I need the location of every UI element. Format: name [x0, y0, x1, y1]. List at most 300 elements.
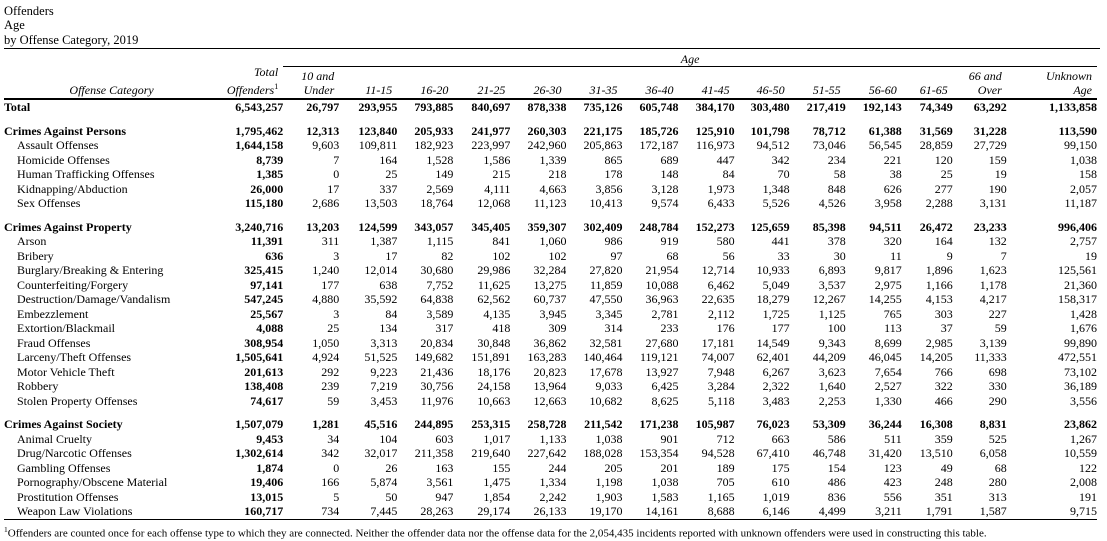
footnote-text: Offenders are counted once for each offense type to which they are connected. Neither the offender data nor the offense data for the 2,054,435 incidents reported with unknown offenders were used in constructing this table. [7, 527, 987, 540]
value-cell: 14,255 [868, 292, 902, 307]
value-cell: 149 [435, 167, 454, 182]
value-cell: 56,545 [868, 138, 902, 153]
value-cell: 3,958 [874, 196, 902, 211]
value-cell: 85,398 [812, 219, 846, 234]
value-cell: 17 [385, 248, 398, 263]
table-row [4, 394, 1097, 409]
value-cell: 7 [333, 152, 340, 167]
value-cell: 9,817 [874, 263, 902, 278]
value-cell: 10,663 [477, 393, 511, 408]
value-cell: 378 [827, 234, 846, 249]
column-header-age-41-45: 41-45 [679, 66, 735, 99]
value-cell: 6,267 [762, 364, 790, 379]
footnote-marker: 1 [4, 524, 8, 534]
value-cell: 13,503 [364, 196, 398, 211]
column-header-age-51-55: 51-55 [790, 66, 846, 99]
value-cell: 314 [604, 321, 623, 336]
value-cell: 1,038 [595, 431, 623, 446]
value-cell: 1,475 [483, 475, 511, 490]
value-cell: 3,537 [818, 277, 846, 292]
value-cell: 2,985 [925, 335, 953, 350]
value-cell: 37 [940, 321, 953, 336]
value-cell: 100 [827, 321, 846, 336]
value-cell: 29,986 [477, 263, 511, 278]
value-cell: 11,625 [477, 277, 511, 292]
value-cell: 337 [379, 181, 398, 196]
value-cell: 1,348 [762, 181, 790, 196]
value-cell: 20,823 [533, 364, 567, 379]
value-cell: 3,131 [979, 196, 1007, 211]
value-cell: 158,317 [1058, 292, 1097, 307]
value-cell: 78,712 [812, 123, 846, 138]
row-label: Crimes Against Property [4, 219, 132, 234]
value-cell: 5,874 [370, 475, 398, 490]
value-cell: 219,640 [471, 446, 511, 461]
value-cell: 1,339 [539, 152, 567, 167]
value-cell: 58 [833, 167, 846, 182]
value-cell: 1,125 [818, 306, 846, 321]
value-cell: 1,240 [312, 263, 340, 278]
value-cell: 2,242 [539, 489, 567, 504]
value-cell: 359,307 [527, 219, 567, 234]
section-spacer-row [4, 408, 1097, 417]
value-cell: 1,166 [925, 277, 953, 292]
value-cell: 22,635 [701, 292, 735, 307]
value-cell: 25,567 [250, 306, 284, 321]
value-cell: 10,933 [756, 263, 790, 278]
value-cell: 1,017 [483, 431, 511, 446]
value-cell: 242,960 [527, 138, 567, 153]
value-cell: 62,401 [756, 350, 790, 365]
value-cell: 384,170 [695, 100, 735, 115]
value-cell: 3,345 [595, 306, 623, 321]
value-cell: 73,102 [1064, 364, 1097, 379]
value-cell: 5,049 [762, 277, 790, 292]
value-cell: 97,141 [250, 277, 284, 292]
row-label: Stolen Property Offenses [17, 393, 138, 408]
value-cell: 7,445 [339, 504, 397, 519]
table-row [4, 461, 1097, 476]
value-cell: 159 [988, 152, 1007, 167]
row-label: Human Trafficking Offenses [17, 167, 155, 182]
value-cell: 342 [771, 152, 790, 167]
value-cell: 190 [988, 181, 1007, 196]
value-cell: 1,038 [651, 475, 679, 490]
row-label: Extortion/Blackmail [17, 321, 115, 336]
value-cell: 2,569 [426, 181, 454, 196]
value-cell: 30,756 [420, 379, 454, 394]
value-cell: 6,433 [707, 196, 735, 211]
value-cell: 13,927 [645, 364, 679, 379]
value-cell: 21,360 [1064, 277, 1097, 292]
value-cell: 99,150 [1064, 138, 1097, 153]
value-cell: 547,245 [244, 292, 284, 307]
value-cell: 115,180 [244, 196, 284, 211]
value-cell: 280 [988, 475, 1007, 490]
value-cell: 766 [934, 364, 953, 379]
value-cell: 9,453 [256, 431, 284, 446]
value-cell: 12,068 [477, 196, 511, 211]
value-cell: 302,409 [583, 219, 623, 234]
value-cell: 205 [604, 460, 623, 475]
value-cell: 61,388 [868, 123, 902, 138]
value-cell: 9,603 [312, 138, 340, 153]
value-cell: 6,462 [707, 277, 735, 292]
value-cell: 1,281 [312, 417, 340, 432]
row-label: Robbery [17, 379, 59, 394]
row-label: Assault Offenses [17, 138, 99, 153]
value-cell: 31,569 [919, 123, 953, 138]
value-cell: 1,795,462 [235, 123, 284, 138]
value-cell: 49 [940, 460, 953, 475]
value-cell: 164 [379, 152, 398, 167]
value-cell: 511 [884, 431, 902, 446]
value-cell: 29,174 [453, 504, 510, 519]
table-row [4, 153, 1097, 168]
value-cell: 13,203 [306, 219, 340, 234]
row-label: Crimes Against Persons [4, 123, 126, 138]
value-cell: 1,640 [818, 379, 846, 394]
value-cell: 140,464 [583, 350, 623, 365]
value-cell: 260,303 [527, 123, 567, 138]
value-cell: 36,963 [645, 292, 679, 307]
value-cell: 3,945 [539, 306, 567, 321]
value-cell: 18,764 [420, 196, 454, 211]
value-cell: 33 [777, 248, 790, 263]
value-cell: 62,562 [477, 292, 511, 307]
value-cell: 2,527 [874, 379, 902, 394]
value-cell: 1,330 [874, 393, 902, 408]
value-cell: 586 [827, 431, 846, 446]
value-cell: 901 [660, 431, 679, 446]
value-cell: 466 [934, 393, 953, 408]
value-cell: 31,228 [973, 123, 1007, 138]
value-cell: 525 [988, 431, 1007, 446]
value-cell: 1,725 [762, 306, 790, 321]
value-cell: 308,954 [244, 335, 284, 350]
value-cell: 152,273 [695, 219, 735, 234]
value-cell: 1,507,079 [235, 417, 284, 432]
value-cell: 12,267 [812, 292, 846, 307]
value-cell: 123,840 [358, 123, 398, 138]
table-row [4, 263, 1097, 278]
value-cell: 8,699 [874, 335, 902, 350]
title-line-grouping: by Offense Category, 2019 [4, 32, 139, 47]
value-cell: 215 [492, 167, 511, 182]
value-cell: 1,623 [979, 263, 1007, 278]
value-cell: 19 [994, 167, 1007, 182]
value-cell: 119,121 [639, 350, 679, 365]
value-cell: 59 [327, 393, 340, 408]
value-cell: 158 [1079, 167, 1097, 182]
value-cell: 359 [934, 431, 953, 446]
column-header-offense-category: Offense Category [4, 66, 219, 99]
value-cell: 134 [379, 321, 398, 336]
value-cell: 227 [988, 306, 1007, 321]
value-cell: 233 [660, 321, 679, 336]
value-cell: 423 [883, 475, 902, 490]
value-cell: 221,175 [583, 123, 623, 138]
column-header-age-61-65: 61-65 [902, 66, 953, 99]
value-cell: 303,480 [750, 100, 790, 115]
value-cell: 248 [934, 475, 953, 490]
table-footnote [4, 520, 1100, 541]
value-cell: 221 [883, 152, 902, 167]
value-cell: 11,859 [589, 277, 623, 292]
value-cell: 1,676 [1070, 321, 1097, 336]
value-cell: 309 [548, 321, 567, 336]
value-cell: 1,874 [256, 460, 284, 475]
table-row [4, 504, 1097, 519]
value-cell: 70 [777, 167, 790, 182]
value-cell: 38 [889, 167, 902, 182]
value-cell: 1,896 [925, 263, 953, 278]
value-cell: 125,561 [1058, 263, 1097, 278]
value-cell: 1,385 [256, 167, 284, 182]
value-cell: 113 [884, 321, 902, 336]
value-cell: 32,581 [589, 335, 623, 350]
value-cell: 342 [321, 446, 340, 461]
value-cell: 6,893 [818, 263, 846, 278]
value-cell: 1,428 [1070, 306, 1097, 321]
value-cell: 2,781 [651, 306, 679, 321]
value-cell: 163,283 [527, 350, 567, 365]
value-cell: 27,680 [645, 335, 679, 350]
value-cell: 234 [827, 152, 846, 167]
value-cell: 68 [994, 460, 1007, 475]
title-line-dataset: Offenders [4, 4, 54, 18]
value-cell: 25 [940, 167, 953, 182]
row-label: Weapon Law Violations [4, 504, 219, 519]
value-cell: 472,551 [1058, 350, 1097, 365]
value-cell: 919 [660, 234, 679, 249]
value-cell: 3 [333, 248, 340, 263]
value-cell: 154 [827, 460, 846, 475]
value-cell: 343,057 [414, 219, 454, 234]
value-cell: 17,181 [701, 335, 735, 350]
value-cell: 3,313 [370, 335, 398, 350]
value-cell: 46,045 [868, 350, 902, 365]
value-cell: 35,592 [364, 292, 398, 307]
value-cell: 2,057 [1070, 181, 1097, 196]
section-spacer-row [4, 211, 1097, 220]
column-header-age-21-25: 21-25 [453, 66, 510, 99]
value-cell: 3,211 [846, 504, 902, 519]
value-cell: 74,617 [250, 393, 284, 408]
value-cell: 1,791 [902, 504, 953, 519]
table-row [4, 99, 1097, 115]
column-header-age-46-50: 46-50 [735, 66, 790, 99]
value-cell: 148 [660, 167, 679, 182]
table-row [4, 379, 1097, 394]
value-cell: 418 [492, 321, 511, 336]
value-cell: 2,757 [1070, 234, 1097, 249]
value-cell: 603 [435, 431, 454, 446]
value-cell: 636 [265, 248, 284, 263]
value-cell: 8,831 [979, 417, 1007, 432]
value-cell: 5,118 [708, 393, 735, 408]
age-spanner-row [4, 49, 1097, 67]
value-cell: 1,644,158 [235, 138, 284, 153]
value-cell: 1,133,858 [1049, 100, 1097, 115]
value-cell: 2,322 [762, 379, 790, 394]
value-cell: 59 [994, 321, 1007, 336]
value-cell: 27,820 [589, 263, 623, 278]
value-cell: 12,663 [533, 393, 567, 408]
value-cell: 13,510 [919, 446, 953, 461]
value-cell: 486 [827, 475, 846, 490]
value-cell: 177 [771, 321, 790, 336]
value-cell: 30 [833, 248, 846, 263]
table-row [4, 446, 1097, 461]
table-row [4, 124, 1097, 139]
value-cell: 94,511 [869, 219, 902, 234]
value-cell: 836 [827, 489, 846, 504]
value-cell: 21,954 [645, 263, 679, 278]
value-cell: 51,525 [364, 350, 398, 365]
value-cell: 28,859 [919, 138, 953, 153]
value-cell: 11,123 [533, 196, 567, 211]
row-label: Burglary/Breaking & Entering [17, 263, 164, 278]
value-cell: 122 [1079, 460, 1097, 475]
value-cell: 8,739 [256, 152, 284, 167]
value-cell: 30,680 [420, 263, 454, 278]
table-row [4, 417, 1097, 432]
row-label: Embezzlement [17, 306, 89, 321]
value-cell: 793,885 [414, 100, 454, 115]
value-cell: 689 [660, 152, 679, 167]
value-cell: 155 [492, 460, 511, 475]
value-cell: 698 [988, 364, 1007, 379]
column-header-age-56-60: 56-60 [846, 66, 902, 99]
value-cell: 132 [988, 234, 1007, 249]
value-cell: 610 [771, 475, 790, 490]
value-cell: 330 [988, 379, 1007, 394]
value-cell: 18,279 [756, 292, 790, 307]
value-cell: 311 [321, 234, 340, 249]
value-cell: 17,678 [589, 364, 623, 379]
row-label: Counterfeiting/Forgery [17, 277, 129, 292]
value-cell: 50 [385, 489, 398, 504]
value-cell: 13,964 [533, 379, 567, 394]
value-cell: 3,589 [426, 306, 454, 321]
value-cell: 4,924 [312, 350, 340, 365]
value-cell: 626 [883, 181, 902, 196]
value-cell: 638 [379, 277, 398, 292]
value-cell: 10,088 [645, 277, 679, 292]
value-cell: 248,784 [639, 219, 679, 234]
table-row [4, 475, 1097, 490]
value-cell: 1,387 [370, 234, 398, 249]
value-cell: 160,717 [219, 504, 283, 519]
value-cell: 10,413 [589, 196, 623, 211]
value-cell: 3,284 [707, 379, 735, 394]
value-cell: 1,019 [762, 489, 790, 504]
value-cell: 9,715 [1007, 504, 1097, 519]
value-cell: 2,288 [925, 196, 953, 211]
row-label: Destruction/Damage/Vandalism [17, 292, 171, 307]
value-cell: 6,146 [735, 504, 790, 519]
row-label: Fraud Offenses [17, 335, 91, 350]
value-cell: 31,420 [868, 446, 902, 461]
value-cell: 292 [321, 364, 340, 379]
value-cell: 223,997 [471, 138, 511, 153]
value-cell: 878,338 [527, 100, 567, 115]
value-cell: 13,015 [250, 489, 284, 504]
value-cell: 734 [283, 504, 339, 519]
value-cell: 9,033 [595, 379, 623, 394]
value-cell: 109,811 [358, 138, 398, 153]
row-label: Prostitution Offenses [17, 489, 119, 504]
value-cell: 211,358 [414, 446, 454, 461]
value-cell: 218 [548, 167, 567, 182]
value-cell: 735,126 [583, 100, 623, 115]
value-cell: 605,748 [639, 100, 679, 115]
row-label: Arson [17, 234, 47, 249]
value-cell: 64,838 [420, 292, 454, 307]
column-header-age-10-and-under: 10 and Under [283, 66, 339, 99]
value-cell: 201 [660, 460, 679, 475]
value-cell: 153,354 [639, 446, 679, 461]
value-cell: 211,542 [584, 417, 623, 432]
value-cell: 26,797 [306, 100, 340, 115]
value-cell: 125,659 [750, 219, 790, 234]
value-cell: 191 [1079, 489, 1097, 504]
value-cell: 53,309 [812, 417, 846, 432]
value-cell: 68 [666, 248, 679, 263]
value-cell: 178 [604, 167, 623, 182]
table-row [4, 278, 1097, 293]
value-cell: 2,686 [312, 196, 340, 211]
value-cell: 1,505,641 [235, 350, 284, 365]
value-cell: 351 [934, 489, 953, 504]
value-cell: 17 [327, 181, 340, 196]
value-cell: 189 [716, 460, 735, 475]
value-cell: 12,313 [306, 123, 340, 138]
value-cell: 84 [722, 167, 735, 182]
value-cell: 116,973 [696, 138, 735, 153]
table-row [4, 249, 1097, 264]
value-cell: 322 [934, 379, 953, 394]
value-cell: 164 [934, 234, 953, 249]
value-cell: 293,955 [358, 100, 398, 115]
value-cell: 4,111 [484, 181, 511, 196]
spanner-spacer [4, 49, 283, 67]
value-cell: 1,587 [953, 504, 1007, 519]
value-cell: 97 [610, 248, 623, 263]
value-cell: 74,007 [701, 350, 735, 365]
value-cell: 16,308 [919, 417, 953, 432]
value-cell: 3 [333, 306, 340, 321]
value-cell: 258,728 [527, 417, 567, 432]
value-cell: 4,499 [790, 504, 846, 519]
value-cell: 11,976 [420, 393, 454, 408]
value-cell: 36,189 [1064, 379, 1097, 394]
row-label: Total [4, 100, 31, 115]
value-cell: 102 [548, 248, 567, 263]
value-cell: 104 [379, 431, 398, 446]
value-cell: 23,862 [1064, 417, 1097, 432]
value-cell: 176 [716, 321, 735, 336]
value-cell: 3,483 [762, 393, 790, 408]
value-cell: 2,112 [708, 306, 735, 321]
column-header-age-unknown-age: Unknown Age [1007, 66, 1097, 99]
row-label: Motor Vehicle Theft [17, 364, 115, 379]
value-cell: 19,406 [250, 475, 284, 490]
value-cell: 253,315 [471, 417, 511, 432]
value-cell: 151,891 [471, 350, 511, 365]
value-cell: 19,170 [566, 504, 622, 519]
